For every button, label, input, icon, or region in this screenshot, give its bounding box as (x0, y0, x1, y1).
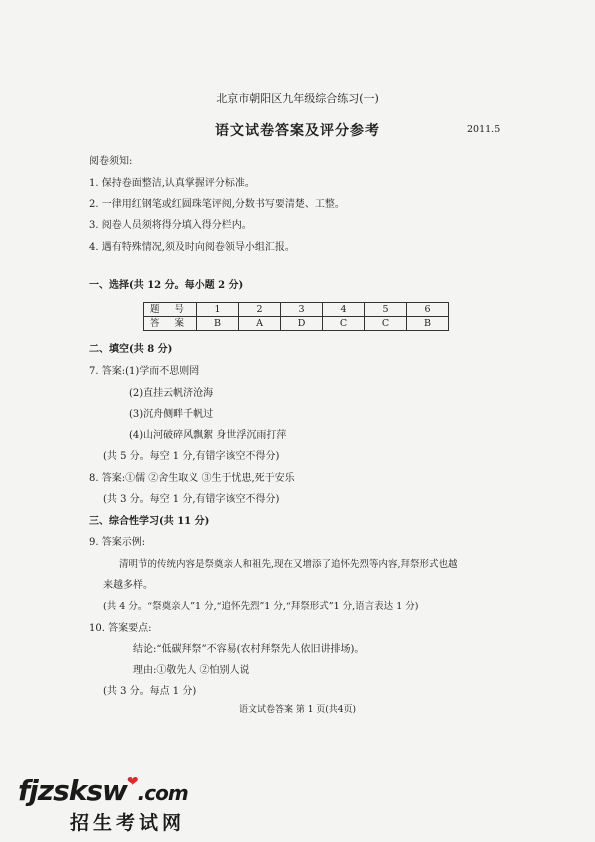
section-heading-fill: 二、填空(共 8 分) (89, 344, 173, 355)
logo-domain: .com (137, 781, 188, 805)
answer-table (143, 302, 449, 331)
site-logo (18, 774, 188, 807)
notice-heading: 阅卷须知: (89, 156, 133, 167)
q8-score-note: (共 3 分。每空 1 分,有错字该空不得分) (103, 494, 280, 505)
table-row (144, 317, 449, 331)
logo-text: fjzsksw (18, 774, 127, 807)
question-number: 4 (323, 303, 365, 317)
q8-answer: 8. 答案:①儒 ②舍生取义 ③生于忧患,死于安乐 (89, 473, 295, 484)
site-logo-subtitle: 招生考试网 (70, 812, 186, 834)
table-row (144, 303, 449, 317)
exam-subtitle: 北京市朝阳区九年级综合练习(一) (216, 92, 379, 105)
page-footer: 语文试卷答案 第 1 页(共4页) (238, 705, 357, 715)
question-number: 6 (407, 303, 449, 317)
row-header: 题 号 (144, 303, 197, 317)
q10-conclusion: 结论:“低碳拜祭”不容易(农村拜祭先人依旧讲排场)。 (133, 644, 365, 655)
heart-icon: ❤ (126, 774, 138, 790)
section-heading-choice: 一、选择(共 12 分。每小题 2 分) (89, 280, 244, 291)
notice-item: 1. 保持卷面整洁,认真掌握评分标准。 (89, 178, 255, 189)
section-heading-integrated: 三、综合性学习(共 11 分) (89, 516, 210, 527)
answer-cell: A (239, 317, 281, 331)
q10-lead: 10. 答案要点: (89, 623, 152, 634)
q7-score-note: (共 5 分。每空 1 分,有错字该空不得分) (103, 451, 280, 462)
notice-item: 3. 阅卷人员须将得分填入得分栏内。 (89, 220, 252, 231)
notice-item: 2. 一律用红钢笔或红圆珠笔评阅,分数书写要清楚、工整。 (89, 199, 345, 210)
q7-answer-line: (4)山河破碎风飘絮 身世浮沉雨打萍 (129, 430, 287, 441)
question-number: 2 (239, 303, 281, 317)
q9-answer-text: 清明节的传统内容是祭奠亲人和祖先,现在又增添了追怀先烈等内容,拜祭形式也越 (119, 559, 458, 570)
q10-reason: 理由:①敬先人 ②怕别人说 (133, 665, 250, 676)
exam-date: 2011.5 (467, 124, 501, 135)
q7-answer-line: (3)沉舟侧畔千帆过 (129, 409, 214, 420)
question-number: 3 (281, 303, 323, 317)
question-number: 1 (197, 303, 239, 317)
q10-score-note: (共 3 分。每点 1 分) (103, 686, 197, 697)
q9-answer-text: 来越多样。 (103, 580, 153, 591)
answer-cell: D (281, 317, 323, 331)
q9-lead: 9. 答案示例: (89, 537, 146, 548)
answer-cell: C (323, 317, 365, 331)
page-title: 语文试卷答案及评分参考 (215, 123, 380, 139)
q7-answer: 7. 答案:(1)学而不思则罔 (89, 366, 200, 377)
answer-cell: B (407, 317, 449, 331)
q7-answer-line: (2)直挂云帆济沧海 (129, 388, 214, 399)
row-header: 答 案 (144, 317, 197, 331)
answer-cell: C (365, 317, 407, 331)
question-number: 5 (365, 303, 407, 317)
notice-item: 4. 遇有特殊情况,须及时向阅卷领导小组汇报。 (89, 242, 295, 253)
answer-cell: B (197, 317, 239, 331)
q9-score-note: (共 4 分。“祭奠亲人”1 分,“追怀先烈”1 分,“拜祭形式”1 分,语言表达 1 分) (103, 601, 419, 612)
